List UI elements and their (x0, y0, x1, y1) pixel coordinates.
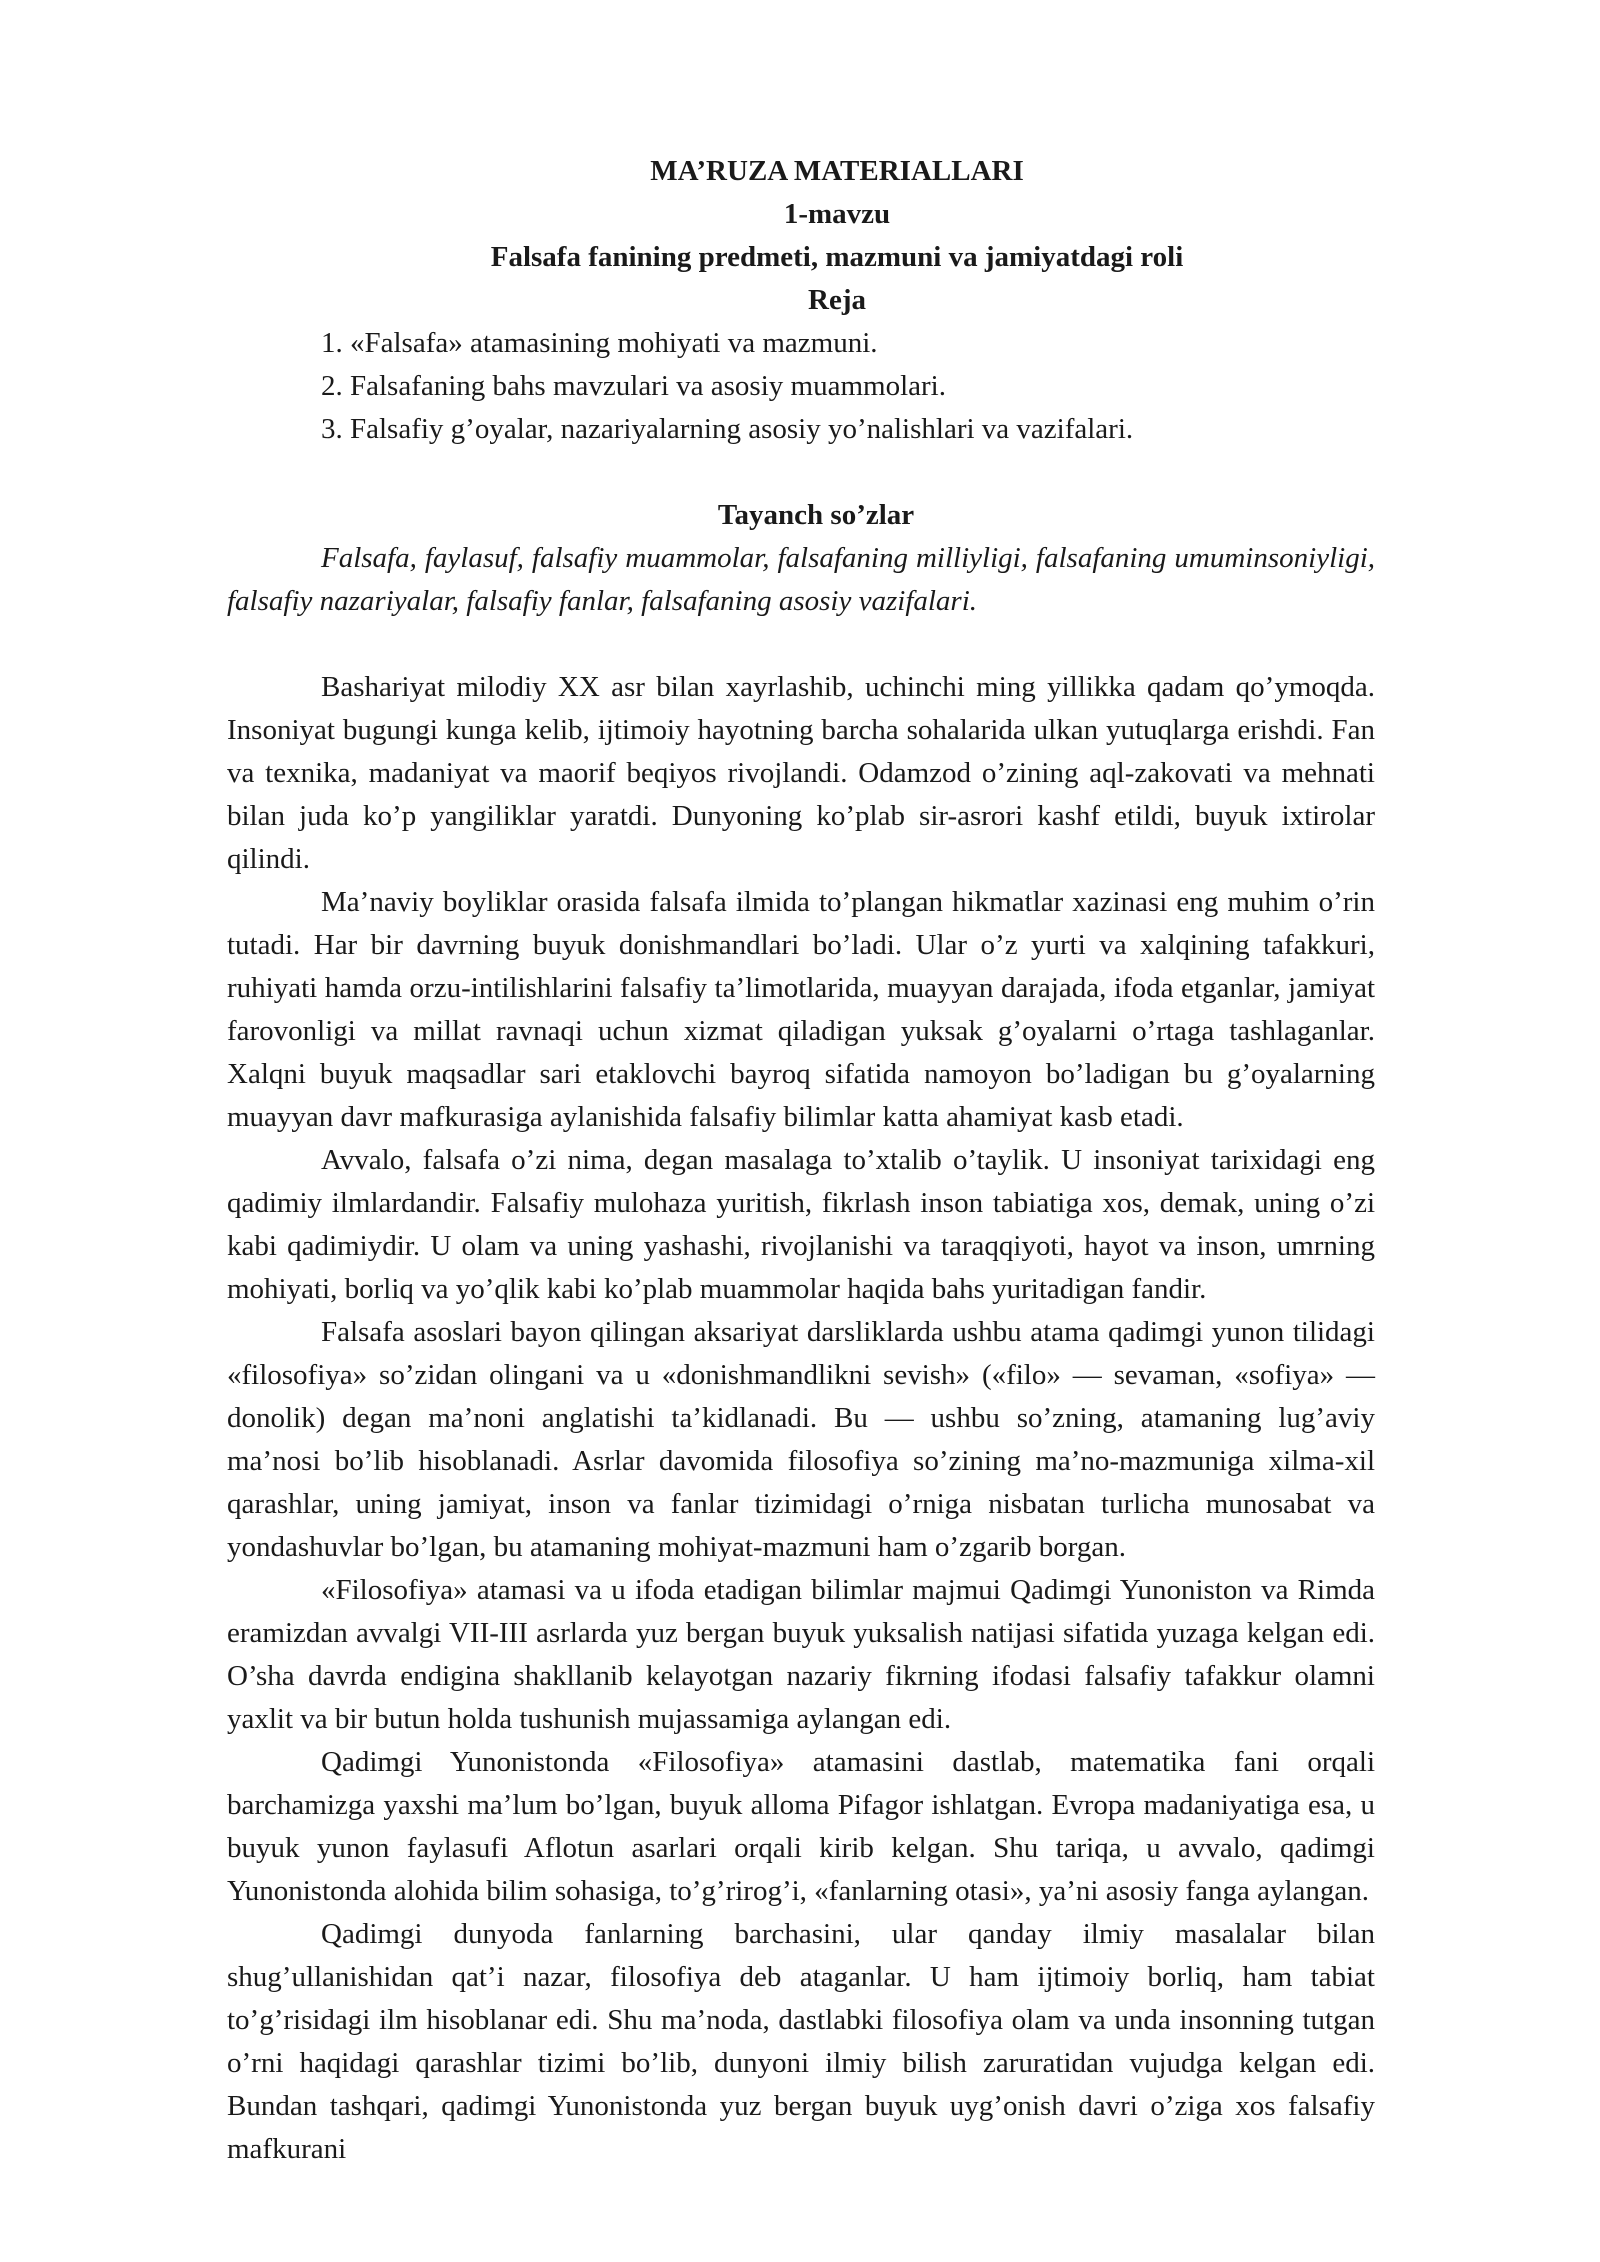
topic-number: 1-mavzu (783, 198, 891, 230)
header-block (227, 150, 1375, 322)
paragraph: Bashariyat milodiy XX asr bilan xayrlashib, uchinchi ming yillikka qadam qo’ymoqda. Insoniyat bugungi kunga kelib, ijtimoiy hayotning barcha sohalarida ulkan yutuqlarga erishdi. Fan va texnika, madaniyat va maorif beqiyos rivojlandi. Odamzod o’zining aql-zakovati va mehnati bilan juda ko’p yangiliklar yaratdi. Dunyoning ko’plab sir-asrori kashf etildi, buyuk ixtirolar qilindi. (227, 671, 1375, 875)
plan-title: Reja (808, 284, 866, 316)
plan-item: 2. Falsafaning bahs mavzulari va asosiy muammolari. (321, 370, 946, 402)
plan-item: 3. Falsafiy g’oyalar, nazariyalarning asosiy yo’nalishlari va vazifalari. (321, 413, 1134, 445)
plan-item: 1. «Falsafa» atamasining mohiyati va mazmuni. (321, 327, 878, 359)
paragraph: Qadimgi Yunonistonda «Filosofiya» atamasini dastlab, matematika fani orqali barchamizga yaxshi ma’lum bo’lgan, buyuk alloma Pifagor ishlatgan. Evropa madaniyatiga esa, u buyuk yunon faylasufi Aflotun asarlari orqali kirib kelgan. Shu tariqa, u avvalo, qadimgi Yunonistonda alohida bilim sohasiga, to’g’rirog’i, «fanlarning otasi», ya’ni asosiy fanga aylangan. (227, 1746, 1375, 1907)
paragraph: «Filosofiya» atamasi va u ifoda etadigan bilimlar majmui Qadimgi Yunoniston va Rimda eramizdan avvalgi VII-III asrlarda yuz bergan buyuk yuksalish natijasi sifatida yuzaga kelgan edi. O’sha davrda endigina shakllanib kelayotgan nazariy fikrning ifodasi falsafiy tafakkur olamni yaxlit va bir butun holda tushunish mujassamiga aylangan edi. (227, 1574, 1375, 1735)
body-text (227, 666, 1375, 2171)
paragraph: Qadimgi dunyoda fanlarning barchasini, ular qanday ilmiy masalalar bilan shug’ullanishidan qat’i nazar, filosofiya deb ataganlar. U ham ijtimoiy borliq, ham tabiat to’g’risidagi ilm hisoblanar edi. Shu ma’noda, dastlabki filosofiya olam va unda insonning tutgan o’rni haqidagi qarashlar tizimi bo’lib, dunyoni ilmiy bilish zaruratidan vujudga kelgan edi. Bundan tashqari, qadimgi Yunonistonda yuz bergan buyuk uyg’onish davri o’ziga xos falsafiy mafkurani (227, 1918, 1375, 2165)
paragraph: Ma’naviy boyliklar orasida falsafa ilmida to’plangan hikmatlar xazinasi eng muhim o’rin tutadi. Har bir davrning buyuk donishmandlari bo’ladi. Ular o’z yurti va xalqining tafakkuri, ruhiyati hamda orzu-intilishlarini falsafiy ta’limotlarida, muayyan darajada, ifoda etganlar, jamiyat farovonligi va millat ravnaqi uchun xizmat qiladigan yuksak g’oyalarni o’rtaga tashlaganlar. Xalqni buyuk maqsadlar sari etaklovchi bayroq sifatida namoyon bo’ladigan bu g’oyalarning muayyan davr mafkurasiga aylanishida falsafiy bilimlar katta ahamiyat kasb etadi. (227, 886, 1375, 1133)
paragraph: Falsafa asoslari bayon qilingan aksariyat darsliklarda ushbu atama qadimgi yunon tilidagi «filosofiya» so’zidan olingani va u «donishmandlikni sevish» («filo» — sevaman, «sofiya» — donolik) degan ma’noni anglatishi ta’kidlanadi. Bu — ushbu so’zning, atamaning lug’aviy ma’nosi bo’lib hisoblanadi. Asrlar davomida filosofiya so’zining ma’no-mazmuniga xilma-xil qarashlar, uning jamiyat, inson va fanlar tizimidagi o’rniga nisbatan turlicha munosabat va yondashuvlar bo’lgan, bu atamaning mohiyat-mazmuni ham o’zgarib borgan. (227, 1316, 1375, 1563)
paragraph: Avvalo, falsafa o’zi nima, degan masalaga to’xtalib o’taylik. U insoniyat tarixidagi eng qadimiy ilmlardandir. Falsafiy mulohaza yuritish, fikrlash inson tabiatiga xos, demak, uning o’zi kabi qadimiydir. U olam va uning yashashi, rivojlanishi va taraqqiyoti, hayot va inson, umrning mohiyati, borliq va yo’qlik kabi ko’plab muammolar haqida bahs yuritadigan fandir. (227, 1144, 1375, 1305)
document-page (227, 150, 1375, 2171)
plan-list (321, 322, 1375, 451)
keywords-text: Falsafa, faylasuf, falsafiy muammolar, falsafaning milliyligi, falsafaning umuminsoniyligi, falsafiy nazariyalar, falsafiy fanlar, falsafaning asosiy vazifalari. (227, 542, 1375, 617)
keywords-title: Tayanch so’zlar (717, 499, 915, 531)
topic-title: Falsafa fanining predmeti, mazmuni va jamiyatdagi roli (490, 241, 1184, 273)
document-title: MA’RUZA MATERIALLARI (650, 155, 1024, 187)
